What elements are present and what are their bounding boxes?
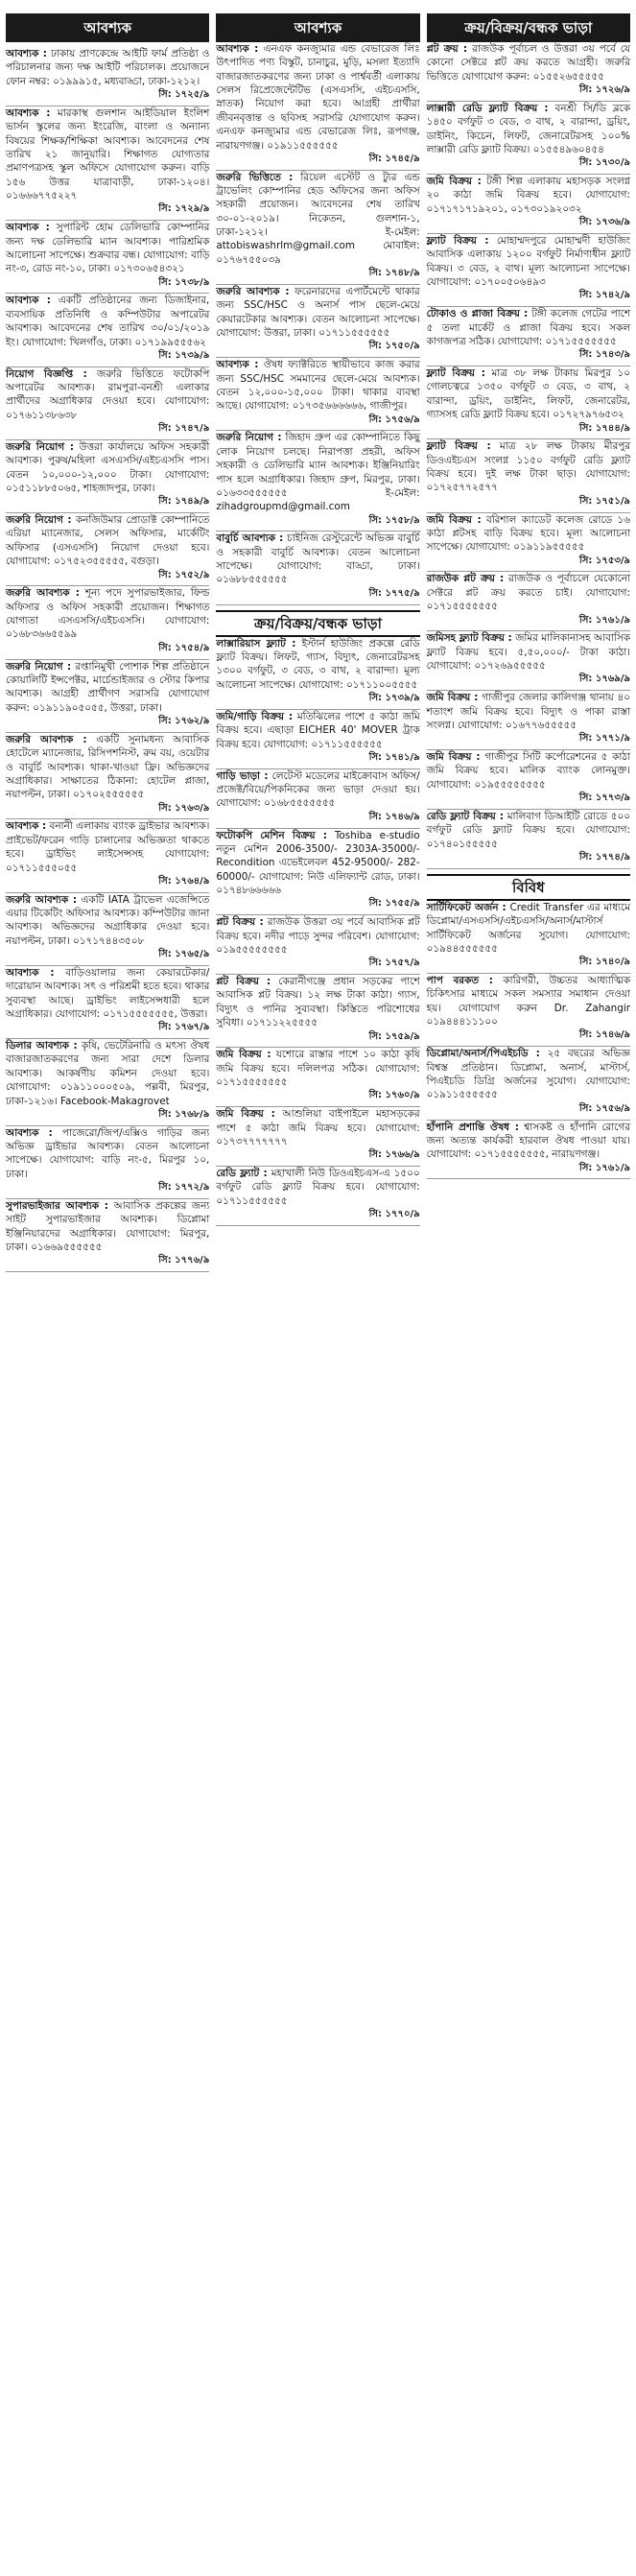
ad-text: আবাসিক প্রকল্পের জন্য সাইট সুপারভাইজার আবশ্যক। ডিপ্লোমা ইঞ্জিনিয়ারদের অগ্রাধিকার। যোগাযোগ: মিরপুর, ঢাকা। ০১৬৬৯৫৫৫৫৫৫ xyxy=(6,1199,210,1254)
ad-code: সি: ১৭৬৫/৯ xyxy=(158,949,210,960)
ad-code: সি: ১৭৪৮/৯ xyxy=(368,268,420,279)
ad-code: সি: ১৭৪২/৯ xyxy=(578,290,630,301)
ad-keyword: ফ্ল্যাট বিক্রয় : xyxy=(426,440,491,453)
ad-code: সি: ১৭৪৬/৯ xyxy=(368,811,420,822)
ad-text: মালিবাগ ডিআইটি রোডে ৫০০ বর্গফুট রেডি ফ্ল্যাট বিক্রয় হবে। যোগাযোগ: ০১৭৪০১৫৫৫৫৫ xyxy=(426,810,630,850)
ad-keyword: আবশ্যক : xyxy=(6,1126,53,1139)
ad-code: সি: ১৭৪১/৯ xyxy=(368,751,420,763)
classified-ad xyxy=(216,285,419,358)
ad-keyword: লাক্সারিয়াস ফ্ল্যাট : xyxy=(216,637,296,650)
ad-code: সি: ১৭৪৬/৯ xyxy=(578,1029,630,1041)
ad-keyword: পাপ বরকত : xyxy=(426,975,493,987)
ad-text: লেটেস্ট মডেলের মাইক্রোবাস অফিস/প্রজেক্ট/বিয়ে/পিকনিকের জন্য ভাড়া দেওয়া হয়। যোগাযোগ: ০১৬৮৫৫৫৫৫৫৫ xyxy=(216,769,420,810)
ad-keyword: গাড়ি ভাড়া : xyxy=(216,769,269,782)
ad-keyword: ডিলার আবশ্যক : xyxy=(6,1040,78,1052)
classified-ad xyxy=(427,974,630,1047)
ad-text: বরিশাল ক্যাডেট কলেজ রোডে ১৬ কাঠা প্লটসহ বাড়ি বিক্রয় হবে। মূল্য আলোচনা সাপেক্ষে। যোগাযোগ: ০১৯১১৯৫৫৫৫৫ xyxy=(426,513,630,554)
classified-ad xyxy=(427,102,630,175)
ad-code: সি: ১৭৬০/৯ xyxy=(368,1090,420,1101)
ad-text: কারিগরী, উচ্চতর আধ্যাত্মিক চিকিৎসার মাধ্যমে সকল সমস্যার সমাধান দেওয়া হয়। যোগাযোগ করুন Dr. Zahangir ০১৯৪৪৪১১১০০ xyxy=(426,975,630,1028)
classified-ad xyxy=(6,966,209,1039)
ad-code: সি: ১৭৫৯/৯ xyxy=(368,1030,420,1042)
classified-ad xyxy=(6,367,209,440)
ad-text: জরুরি ভিত্তিতে ফটোকপি অপারেটর আবশ্যক। রামপুরা-বনশ্রী এলাকার প্রার্থীদের অগ্রাধিকার দেওয়া হবে। যোগাযোগ: ০১৭৬১১৩৮৬৩৮ xyxy=(6,367,210,421)
ad-text: Credit Transfer এর মাধ্যমে ডিপ্লোমা/এসএসসি/এইচএসসি/অনার্স/মাস্টার্স সার্টিফিকেট অর্জনের সুযোগ। যোগাযোগ: ০১৯৪৪৫৫৫৫৫৫ xyxy=(426,901,630,955)
ad-text: মারকাস্থ গুলশান আইডিয়াল ইংলিশ ভার্সন স্কুলের জন্য ইংরেজি, বাংলা ও অন্যান্য বিষয়ের শিক্ষক/শিক্ষিকা আবশ্যক। আবেদনের শেষ তারিখ ২১ জানুয়ারি। শিক্ষাগত যোগ্যতার প্রমাণপত্রসহ স্কুল অফিসে যোগাযোগ করুন। বাড়ি ১৫৬ উত্তর যাত্রাবাড়ী, ঢাকা-১২০৪। ০১৬৬৬৭৭৫২২৭ xyxy=(6,106,210,202)
ad-text: গাজীপুর সিটি কর্পোরেশনের ৫ কাঠা জমি বিক্রয় হবে। মালিক ব্যাংক লোনমুক্ত। যোগাযোগ: ০১৯৫৫৫৫৫৫৫৫ xyxy=(426,751,630,791)
ad-text: ফরেনারদের এপার্টমেন্টে থাকার জন্য SSC/HSC ও অনার্স পাস ছেলে-মেয়ে কেয়ারটেকার আবশ্যক। বেতন আলোচনা সাপেক্ষে। যোগাযোগ: উত্তরা, ঢাকা। ০১৭১১৫৫৫৫৫৫ xyxy=(216,285,420,340)
section-block xyxy=(427,13,630,869)
classified-ad xyxy=(427,307,630,366)
ad-text: কনজিউমার প্রোডাক্ট কোম্পানিতে এরিয়া ম্যানেজার, সেলস অফিসার, মার্কেটিং অফিসার (এসএসসি) নিয়োগ দেওয়া হবে। যোগাযোগ: ০১৭৫২৩৫৫৫৫৫, বগুড়া। xyxy=(6,514,210,568)
ad-keyword: রাজউক প্লট ক্রয় : xyxy=(426,573,505,585)
ad-keyword: আবশ্যক : xyxy=(6,106,51,119)
ad-code: সি: ১৭৩৯/৯ xyxy=(368,693,420,704)
ad-code: সি: ১৭৫৬/৯ xyxy=(368,414,420,425)
ad-text: ঢাকায় প্রাণকেন্দ্রে আইটি ফার্ম প্রতিষ্ঠা ও পরিচালনার জন্য দক্ষ আইটি পরিচালক। প্রয়োজনে ফোন নম্বর: ০১৯৯৯১৫, মধ্যবাড্ডা, ঢাকা-১২১২। xyxy=(6,48,210,87)
ad-code: সি: ১৭৫৮/৯ xyxy=(368,514,420,526)
classified-ad xyxy=(6,221,209,294)
ad-text: একটি প্রতিষ্ঠানের জন্য ডিজাইনার, ব্যবসায়িক প্রতিনিধি ও কম্পিউটার অপারেটর আবশ্যক। আবেদনের শেষ তারিখ ৩০/০১/২০১৯ ইং। যোগাযোগ: খিলগাঁও, ঢাকা। ০১৭১৯৯৫৫৫৬২ xyxy=(6,295,210,348)
classified-ad xyxy=(427,631,630,691)
section-header: ক্রয়/বিক্রয়/বন্ধক ভাড়া xyxy=(216,610,419,637)
ad-text: বাড়িওয়ালার জন্য কেয়ারটেকার/দারোয়ান আবশ্যক। সৎ ও পরিশ্রমী হতে হবে। থাকার সুব্যবস্থা আছে। ড্রাইভিং লাইসেন্সধারী হলে অগ্রাধিকার। যোগাযোগ: ০১৭১৫৫৫৫৫৫৫, উত্তরা। xyxy=(6,966,210,1020)
ad-keyword: টোকাও ও প্লাজা বিক্রয় : xyxy=(426,308,529,320)
classified-ad xyxy=(6,586,209,659)
ad-keyword: আবশ্যক : xyxy=(6,820,47,833)
ad-text: একটি সুনামধন্য আবাসিক হোটেলে ম্যানেজার, রিসিপশনিস্ট, রুম বয়, ওয়েটার ও বাবুর্চি আবশ্যক। থাকা-খাওয়া ফ্রি। অভিজ্ঞদের অগ্রাধিকার। সাক্ষাতের ঠিকানা: হোটেল প্লাজা, নয়াপল্টন, ঢাকা। ০১৭০২৫৫৫৫৫৫ xyxy=(6,733,210,801)
ad-text: শূন্য পদে সুপারভাইজার, ফিল্ড অফিসার ও অফিস সহকারী প্রয়োজন। শিক্ষাগত যোগ্যতা এসএসসি/এইচএসসি। যোগাযোগ: ০১৬৮৩৬৬৫৫৯৯ xyxy=(6,587,210,641)
ad-keyword: জমি বিক্রয় : xyxy=(426,751,481,764)
classified-ad xyxy=(6,47,209,106)
ad-keyword: ফটোকপি মেশিন বিক্রয় : xyxy=(216,829,327,841)
section-header: আবশ্যক xyxy=(6,13,209,42)
ad-keyword: প্লট ক্রয় : xyxy=(426,43,468,55)
classified-ad xyxy=(427,810,630,869)
ad-text: রাজউক উত্তরা ৩য় পর্বে আবাসিক প্লট বিক্রয় হবে। নদীর পাড়ে সুন্দর পরিবেশ। যোগাযোগ: ০১৯৫৫৫৫৫৫৫৫ xyxy=(216,916,420,956)
ad-code: সি: ১৭৬৩/৯ xyxy=(158,802,210,814)
ads-list xyxy=(6,47,209,1272)
ad-text: যশোরে রাস্তার পাশে ১০ কাঠা কৃষি জমি বিক্রয় হবে। দলিলপত্র সঠিক। যোগাযোগ: ০১৭১৫৫৫৫৫৫৫ xyxy=(216,1049,420,1089)
ad-keyword: সুপারভাইজার আবশ্যক : xyxy=(6,1199,108,1212)
classified-ad xyxy=(427,513,630,573)
ads-list xyxy=(216,637,419,1226)
ad-code: সি: ১৭৪৭/৯ xyxy=(158,423,210,435)
ad-code: সি: ১৭৩৮/৯ xyxy=(158,276,210,288)
ad-text: গাজীপুর জেলার কালিগঞ্জ থানায় ৪০ শতাংশ জমি বিক্রয় হবে। বিদ্যুৎ ও পাকা রাস্তা সংলগ্ন। যোগাযোগ: ০১৬৭৭৬৫৫৫৫৫ xyxy=(426,692,630,731)
ad-code: সি: ১৭৬৮/৯ xyxy=(158,1108,210,1120)
ad-text: পাজেরো/জিপ/এক্সিও গাড়ির জন্য অভিজ্ঞ ড্রাইভার আবশ্যক। বেতন আলোচনা সাপেক্ষে। যোগাযোগ: বাড়ি নং-৫, মিরপুর ১০, ঢাকা। xyxy=(6,1126,210,1180)
ad-keyword: সার্টিফিকেট অর্জন : xyxy=(426,901,506,913)
ad-keyword: জমি বিক্রয় : xyxy=(216,1108,275,1121)
ad-text: উত্তরা কার্যালয়ে অফিস সহকারী আবশ্যক। পুরুষ/মহিলা এসএসসি/এইচএসসি পাস। বেতন ১০,০০০-১২,০০০ টাকা। যোগাযোগ: ০১৫১১৮৮৫০৬৫, শাহজাদপুর, ঢাকা। xyxy=(6,440,210,494)
ad-code: সি: ১৭৫৭/৯ xyxy=(368,957,420,969)
ad-keyword: জমি/গাড়ি বিক্রয় : xyxy=(216,710,294,722)
ad-text: বনশ্রী সি/ডি ব্লকে ১৪৫০ বর্গফুট ৩ বেড, ৩ বাথ, ২ বারান্দা, ড্রয়িং, ডাইনিং, কিচেন, লিফট, জেনারেটরসহ ১০০% লাক্সারী রেডি ফ্ল্যাট বিক্রয়। ০১৫৫৪৯৬০৪৫৪ xyxy=(426,102,630,155)
classified-ad xyxy=(216,431,419,532)
classified-ad xyxy=(6,819,209,892)
ad-code: সি: ১৭২৫/৯ xyxy=(158,89,210,101)
ad-keyword: জরুরি নিয়োগ : xyxy=(6,440,75,453)
ad-keyword: আবশ্যক : xyxy=(216,43,259,55)
classified-ad xyxy=(6,660,209,733)
ad-text: মাত্র ২৮ লক্ষ টাকায় মীরপুর ডিওএইচএস সংলগ্ন ১১৫০ বর্গফুট রেডি ফ্ল্যাট বিক্রয় হবে। দুই লক্ষ টাকা ছাড়। যোগাযোগ: ০১৭২৫৭৭২৫৭৭ xyxy=(426,440,630,494)
ad-text: শ্বাসকষ্ট ও হাঁপানি রোগের জন্য অত্যন্ত কার্যকরী হারবাল ঔষধ পাওয়া যায়। যোগাযোগ: ০১৭১৫৫৫৫৫৫৫, নারায়ণগঞ্জ। xyxy=(426,1121,630,1161)
ads-list xyxy=(216,42,419,605)
ad-keyword: ফ্ল্যাট বিক্রয় : xyxy=(426,234,489,247)
classified-ad xyxy=(6,1126,209,1199)
classified-ad xyxy=(216,637,419,710)
ad-text: ইস্টার্ন হাউজিং প্রকল্পে রেডি ফ্ল্যাট বিক্রয়। লিফট, গ্যাস, বিদ্যুৎ, জেনারেটরসহ ১৩০০ বর্গফুট, ৩ বেড, ৩ বাথ, ২ বারান্দা। মূল্য আলোচনা সাপেক্ষে। যোগাযোগ: ০১৭১১০০৫৫৫৫ xyxy=(216,637,420,691)
ad-text: চাইনিজ রেস্টুরেন্টে অভিজ্ঞ বাবুর্চি ও সহকারী বাবুর্চি আবশ্যক। বেতন আলোচনা সাপেক্ষে। যোগাযোগ: বাড্ডা, ঢাকা। ০১৬৮৮৫৫৫৫৫৫ xyxy=(216,532,420,586)
ad-code: সি: ১৭৭৫/৯ xyxy=(368,587,420,599)
ad-code: সি: ১৭৪৩/৯ xyxy=(578,349,630,361)
classified-ad xyxy=(216,769,419,829)
ad-code: সি: ১৭৫২/৯ xyxy=(158,569,210,580)
ad-text: ২৫ বছরের অভিজ্ঞ বিশ্বস্ত প্রতিষ্ঠান। ডিপ্লোমা, অনার্স, মাস্টার্স, পিএইচডি ডিগ্রি অর্জনের সুযোগ। যোগাযোগ: ০১৯১১৫৫৫৫৫৫ xyxy=(426,1048,630,1101)
ads-list xyxy=(427,42,630,869)
ad-code: সি: ১৭৫৪/৯ xyxy=(158,642,210,653)
classified-ad xyxy=(216,710,419,769)
classified-ad xyxy=(427,439,630,512)
ad-keyword: আবশ্যক : xyxy=(6,295,51,307)
classified-ad xyxy=(427,572,630,631)
ad-code: সি: ১৭৪০/৯ xyxy=(578,957,630,968)
ad-text: Toshiba e-studio নতুন মেশিন 2006-3500/- 2303A-35000/- Recondition এভেইলেবল 452-95000/- 282-60000/- যোগাযোগ: নিউ এলিফ্যান্ট রোড, ঢাকা। ০১৭৪৮৬৬৬৬৬ xyxy=(216,829,420,897)
ad-keyword: ফ্ল্যাট বিক্রয় : xyxy=(426,367,485,380)
ad-text: বনানী এলাকায় ব্যাংক ড্রাইভার আবশ্যক। প্রাইভেট/ফরেন গাড়ি চালানোর অভিজ্ঞতা থাকতে হবে। ড্রাইভিং লাইসেন্সসহ যোগাযোগ: ০১৭১১৫৫৫০৫৫ xyxy=(6,820,210,874)
classified-ad xyxy=(427,175,630,234)
classified-ad xyxy=(216,975,419,1048)
classified-ad xyxy=(427,750,630,810)
classified-ad xyxy=(216,829,419,916)
ad-keyword: জরুরি নিয়োগ : xyxy=(216,432,282,444)
ad-keyword: জমি বিক্রয় : xyxy=(426,692,479,704)
ad-code: সি: ১৭৫৬/৯ xyxy=(578,1102,630,1114)
column-1 xyxy=(6,13,209,1272)
ad-keyword: রেডি ফ্ল্যাট বিক্রয় : xyxy=(426,810,505,822)
ad-code: সি: ১৭২৬/৯ xyxy=(578,84,630,96)
ad-code: সি: ১৭৫৫/৯ xyxy=(368,898,420,910)
ad-keyword: জরুরি ভিত্তিতে : xyxy=(216,171,294,183)
ad-text: জিহাদ গ্রুপ এর কোম্পানিতে কিছু লোক নিয়োগ চলছে। নিরাপত্তা প্রহরী, অফিস সহকারী ও ডেলিভারি ম্যান আবশ্যক। ইঞ্জিনিয়ারিং পাস হলে অগ্রাধিকার। জিহাদ গ্রুপ, মিরপুর, ঢাকা। ০১৬৩৩৫৫৫৫৫৫ ই-মেইল: zihadgroupmd@gmail.com xyxy=(216,432,420,513)
classified-ad xyxy=(427,691,630,750)
section-block xyxy=(216,13,419,605)
ad-text: টঙ্গী শিল্প এলাকায় মহাসড়ক সংলগ্ন ২০ কাঠা জমি বিক্রয় হবে। যোগাযোগ: ০১৭১৭১৭১৯২০১, ০১৭৩০১৯২০৩২ xyxy=(426,176,630,215)
ad-keyword: জরুরি আবশ্যক : xyxy=(6,733,87,745)
ad-keyword: হাঁপানি প্রশান্তি ঔষধ : xyxy=(426,1121,519,1133)
ad-code: সি: ১৭৫৩/৯ xyxy=(578,555,630,566)
section-block xyxy=(216,610,419,1226)
column-3 xyxy=(427,13,630,1179)
ad-code: সি: ১৭৬৭/৯ xyxy=(158,1022,210,1033)
ad-text: রাজউক পূর্বাচল ও উত্তরা ৩য় পর্বে যে কোনো সেক্টরে প্লট ক্রয় করতে আগ্রহী। জরুরি ভিত্তিতে যোগাযোগ করুন: ০১৫৫২৬৫৫৫৫৫ xyxy=(426,43,630,83)
ad-keyword: জরুরি আবশ্যক : xyxy=(6,893,78,906)
ad-code: সি: ১৭৭০/৯ xyxy=(368,1209,420,1220)
ad-keyword: বাবুর্চি আবশ্যক : xyxy=(216,532,284,545)
ad-keyword: জরুরি নিয়োগ : xyxy=(6,514,72,527)
ad-text: কৃষি, ভেটেরিনারি ও মৎস্য ঔষধ বাজারজাতকরণের জন্য সারা দেশে ডিলার আবশ্যক। আকর্ষণীয় কমিশন দেওয়া হবে। যোগাযোগ: ০১৯১১০০০৫০৯, পল্লবী, মিরপুর, ঢাকা-১২১৬। Facebook-Makagrovet xyxy=(6,1040,210,1107)
ad-text: মোহাম্মদপুরে মোহাম্মদী হাউজিং আবাসিক এলাকায় ১২০০ বর্গফুট নির্মাণাধীন ফ্ল্যাট বিক্রয়। ৩ বেড, ২ বাথ। মূল্য আলোচনা সাপেক্ষে। যোগাযোগ: ০১৭০০৫০৬৪৯৩ xyxy=(426,234,630,289)
ad-code: সি: ১৭৬৬/৯ xyxy=(368,1149,420,1161)
ad-keyword: জমি বিক্রয় : xyxy=(426,176,482,188)
ad-code: সি: ১৭৬২/৯ xyxy=(158,716,210,727)
ad-code: সি: ১৭৩৯/৯ xyxy=(158,349,210,361)
ad-text: রপ্তানিমুখী পোশাক শিল্প প্রতিষ্ঠানে কোয়ালিটি ইন্সপেক্টর, মার্চেন্ডাইজার ও স্টোর কিপার আবশ্যক। আগ্রহী প্রার্থীগণ সরাসরি যোগাযোগ করুন: ০১৯১১৯০৫০৫৫, উত্তরা, ঢাকা। xyxy=(6,660,210,714)
ad-text: মাত্র ৩৮ লক্ষ টাকায় মিরপুর ১০ গোলচত্বরে ১৩৫০ বর্গফুট ৩ বেড, ৩ বাথ, ২ বারান্দা, ড্রয়িং, ডাইনিং, লিফট, জেনারেটর, গ্যাসসহ রেডি ফ্ল্যাট বিক্রয় হবে। ০১৭২৭৯৭৬৫৩২ xyxy=(426,367,630,421)
section-block xyxy=(427,874,630,1180)
classified-ad xyxy=(427,901,630,974)
ad-code: সি: ১৭৬১/৯ xyxy=(578,1162,630,1173)
ad-keyword: আবশ্যক : xyxy=(6,48,47,59)
ad-code: সি: ১৭৭১/৯ xyxy=(578,733,630,744)
ad-text: আশুলিয়া বাইপাইলে মহাসড়কের পাশে ৫ কাঠা জমি বিক্রয় হবে। যোগাযোগ: ০১৭৩৭৭৭৭৭৭৭ xyxy=(216,1108,420,1147)
ad-text: ঔষধ ফ্যাক্টরিতে স্থায়ীভাবে কাজ করার জন্য SSC/HSC সমমানের ছেলে-মেয়ে আবশ্যক। বেতন ১২,০০০-১৫,০০০ টাকা। থাকার ব্যবস্থা আছে। যোগাযোগ: ০১৭৩৫৬৬৬৬৬৬, গাজীপুর। xyxy=(216,359,420,413)
ad-keyword: জমি বিক্রয় : xyxy=(426,513,482,526)
ad-text: রিয়েল এস্টেট ও ট্যুর এন্ড ট্রাভেলিং কোম্পানির হেড অফিসের জন্য অফিস সহকারী প্রয়োজন। আবেদনের শেষ তারিখ ৩০-০১-২০১৯। নিকেতন, গুলশান-১, ঢাকা-১২১২। ই-মেইল: attobiswashrlm@gmail.com মোবাইল: ০১৭৬৭৫৫০৩৯ xyxy=(216,171,420,266)
classified-ad xyxy=(216,171,419,285)
ad-text: মতিঝিলের পাশে ৫ কাঠা জমি বিক্রয় হবে। এছাড়া EICHER 40' MOVER ট্রাক বিক্রয় হবে। যোগাযোগ: ০১৭১১৫৫৫৫৫৫ xyxy=(216,710,420,750)
ad-keyword: আবশ্যক : xyxy=(6,222,50,234)
ad-code: সি: ১৭৪৯/৯ xyxy=(158,496,210,508)
ad-keyword: জরুরি আবশ্যক : xyxy=(6,587,80,600)
ad-keyword: ডিপ্লোমা/অনার্স/পিএইচডি : xyxy=(426,1048,540,1060)
classified-ad xyxy=(216,915,419,975)
ad-keyword: জমিসহ ফ্ল্যাট বিক্রয় : xyxy=(426,632,512,645)
classified-ad xyxy=(216,1048,419,1107)
ad-code: সি: ১৭২৯/৯ xyxy=(158,203,210,215)
ad-keyword: প্লট বিক্রয় : xyxy=(216,976,271,988)
ad-keyword: জরুরি আবশ্যক : xyxy=(216,285,290,297)
ad-keyword: আবশ্যক : xyxy=(6,966,55,979)
section-header: ক্রয়/বিক্রয়/বন্ধক ভাড়া xyxy=(427,13,630,42)
classified-ad xyxy=(6,893,209,966)
ad-code: সি: ১৭৫০/৯ xyxy=(368,341,420,352)
ad-code: সি: ১৭৩৬/৯ xyxy=(578,217,630,228)
ad-code: সি: ১৭৭৬/৯ xyxy=(158,1255,210,1266)
classified-ad xyxy=(6,440,209,513)
ad-keyword: লাক্সারী রেডি ফ্ল্যাট বিক্রয় : xyxy=(426,102,549,114)
ad-text: একটি IATA ট্রাভেল এজেন্সিতে এয়ার টিকেটিং অফিসার আবশ্যক। কম্পিউটার জানা আবশ্যক। অভিজ্ঞদের অগ্রাধিকার দেওয়া হবে। নয়াপল্টন, ঢাকা। ০১৭১৭৪৪৩৫০৮ xyxy=(6,893,210,947)
ad-text: জমির মালিকানাসহ আবাসিক ফ্ল্যাট বিক্রয় হবে। ৫,৫০,০০০/- টাকা কাঠা। যোগাযোগ: ০১৭২৬৯৫৫৫৫৫ xyxy=(426,632,630,673)
ad-code: সি: ১৭৭৩/৯ xyxy=(578,792,630,804)
classified-ad xyxy=(216,42,419,171)
ad-code: সি: ১৭৭২/৯ xyxy=(158,1182,210,1193)
ad-code: সি: ১৭৫১/৯ xyxy=(578,495,630,507)
ad-keyword: আবশ্যক : xyxy=(216,359,259,371)
ad-text: এনএফ কনজ্যুমার এন্ড বেভারেজ লিঃ উৎপাদিত পণ্য বিস্কুট, চানাচুর, মুড়ি, মসলা ইত্যাদি বাজারজাতকরণের জন্য ঢাকা ও পার্শ্ববর্তী এলাকায় সেলস রিপ্রেজেন্টেটিভ (এসএসসি, এইচএসসি, স্নাতক) নিয়োগ করা হবে। আগ্রহী প্রার্থীরা জীবনবৃত্তান্ত ও ছবিসহ সরাসরি যোগাযোগ করুন। এনএফ কনজ্যুমার এন্ড বেভারেজ লিঃ, রূপগঞ্জ, নারায়ণগঞ্জ। ০১৯১১৫৫৫৫৫৫ xyxy=(216,43,420,152)
classified-ad xyxy=(216,358,419,431)
section-header: বিবিধ xyxy=(427,874,630,901)
classified-ad xyxy=(427,366,630,439)
classified-ad xyxy=(427,42,630,102)
ad-keyword: প্লট বিক্রয় : xyxy=(216,916,264,929)
ad-keyword: নিয়োগ বিজ্ঞপ্তি : xyxy=(6,367,87,380)
ad-code: সি: ১৭৩০/৯ xyxy=(578,157,630,169)
classified-ad xyxy=(6,733,209,820)
ad-text: কেরানীগঞ্জে প্রধান সড়কের পাশে আবাসিক প্লট বিক্রয়। ১২ লক্ষ টাকা কাঠা। গ্যাস, বিদ্যুৎ ও পানির সুব্যবস্থা। কিস্তিতে পরিশোধের সুবিধা। ০১৭১১২২৫৫৫৫ xyxy=(216,976,420,1029)
column-2 xyxy=(216,13,419,1226)
ad-code: সি: ১৭৬৪/৯ xyxy=(158,875,210,886)
classified-ad xyxy=(427,234,630,307)
ad-text: সুপারিন্ট হোম ডেলিভারি কোম্পানির জন্য দক্ষ ডেলিভারি ম্যান আবশ্যক। পারিশ্রমিক আলোচনা সাপেক্ষে। শুক্রবার বন্ধ। যোগাযোগ: বাড়ি নং-৩, রোড নং-১০, ঢাকা। ০১৭৩০৬৫৪৩২১ xyxy=(6,222,210,275)
ad-code: সি: ১৭৭৪/৯ xyxy=(578,852,630,863)
classified-ad xyxy=(427,1121,630,1180)
section-header: আবশ্যক xyxy=(216,13,419,42)
ad-code: সি: ১৭৪৫/৯ xyxy=(368,153,420,164)
ad-code: সি: ১৭৬৯/৯ xyxy=(578,674,630,685)
ad-keyword: জমি বিক্রয় : xyxy=(216,1049,271,1061)
classified-ad xyxy=(6,513,209,586)
classified-ad xyxy=(6,1199,209,1272)
ad-text: মহাখালী নিউ ডিওএইচএস-এ ১৫০০ বর্গফুট রেডি ফ্ল্যাট বিক্রয় হবে। যোগাযোগ: ০১৭১১৫৫৫৫৫৫ xyxy=(216,1168,420,1207)
ad-code: সি: ১৭৬১/৯ xyxy=(578,614,630,626)
classified-ad xyxy=(6,294,209,366)
classified-ad xyxy=(6,1039,209,1126)
ads-list xyxy=(427,901,630,1180)
ad-text: টঙ্গী কলেজ গেটের পাশে ৫ তলা মার্কেট ও প্লাজা বিক্রয় হবে। সকল কাগজপত্র সঠিক। যোগাযোগ: ০১৭১৫৫৫৫৫৫৫ xyxy=(426,308,630,347)
classified-ad xyxy=(216,532,419,604)
classified-ad xyxy=(216,1167,419,1226)
ad-keyword: রেডি ফ্ল্যাট : xyxy=(216,1168,268,1180)
ad-text: রাজউক ও পূর্বাচলে যেকোনো সেক্টরে প্লট ক্রয় করতে চাই। যোগাযোগ: ০১৭১৫৫৫৫৫৫৫ xyxy=(426,573,630,613)
classified-ad xyxy=(427,1047,630,1120)
classified-ad xyxy=(216,1107,419,1167)
ad-keyword: জরুরি নিয়োগ : xyxy=(6,660,72,673)
classified-ad xyxy=(6,106,209,221)
ad-code: সি: ১৭৪৪/৯ xyxy=(578,422,630,434)
